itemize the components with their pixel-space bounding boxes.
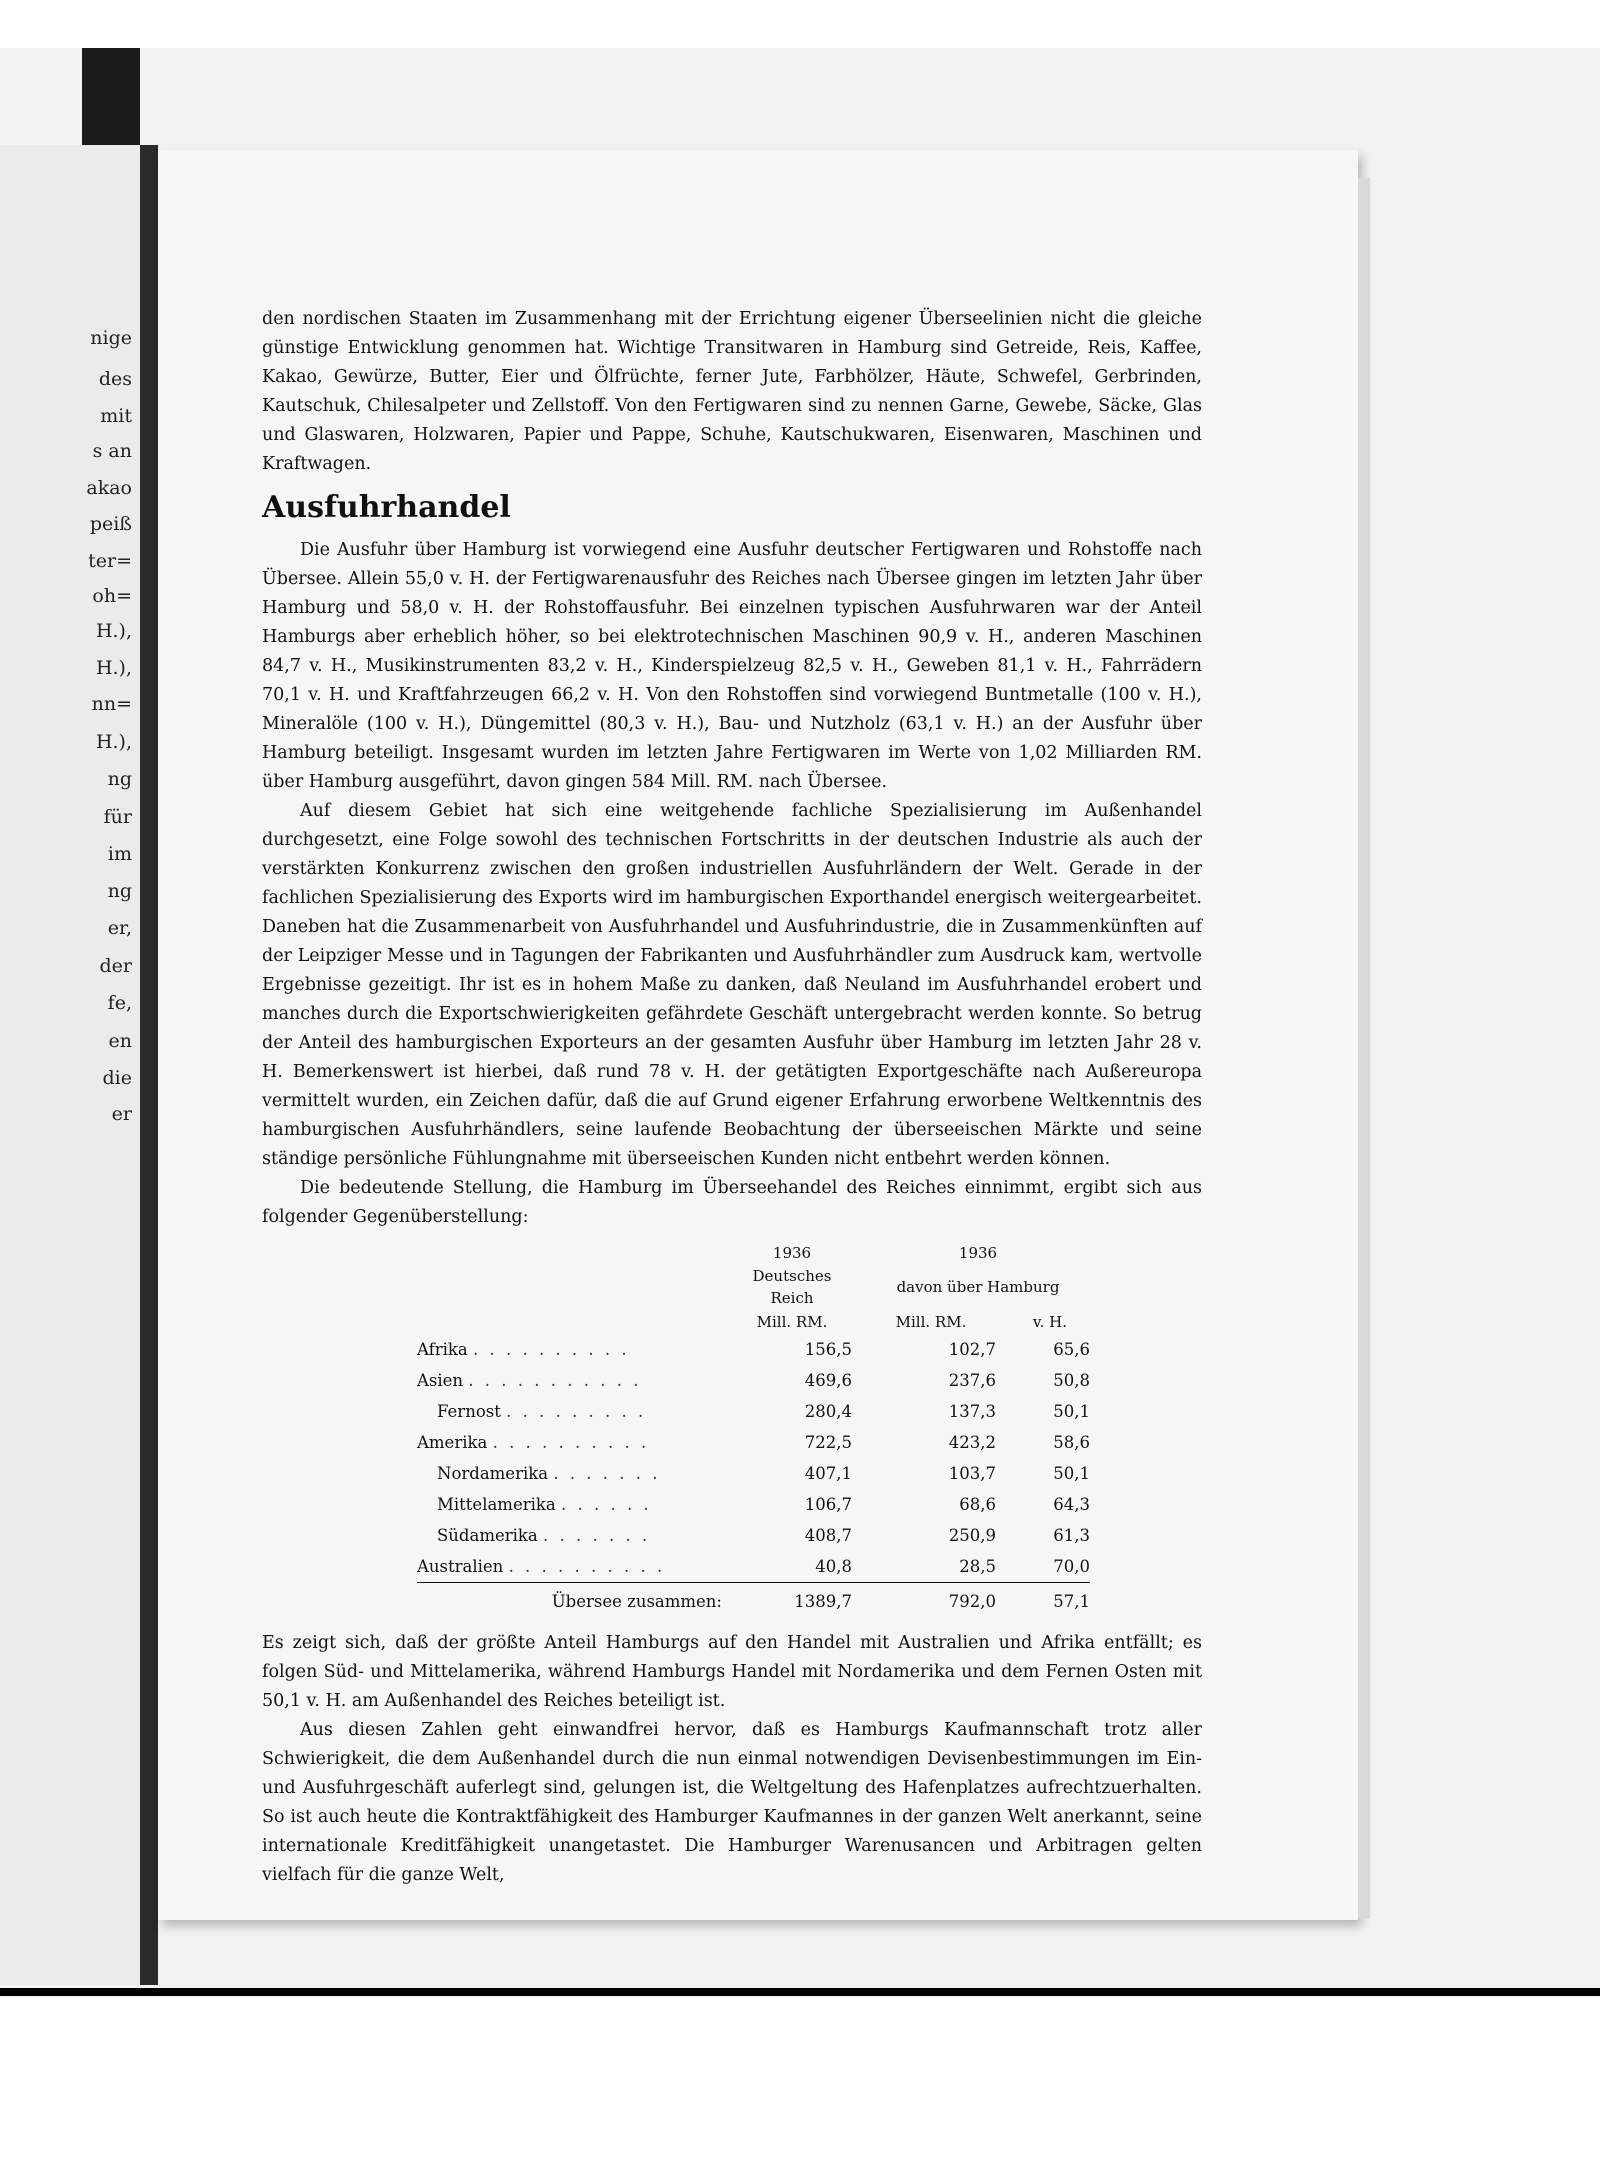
trade-table — [417, 1242, 1090, 1617]
table-row — [417, 1458, 1090, 1489]
table-cell: 68,6 — [959, 1495, 996, 1514]
header-column-title: Deutsches Reich — [752, 1267, 832, 1307]
row-label: Afrika — [417, 1340, 468, 1359]
table-row — [417, 1520, 1090, 1551]
paragraph: Die Ausfuhr über Hamburg ist vorwiegend eine Ausfuhr deutscher Fertigwaren und Rohstoffe nach Übersee. Allein 55,0 v. H. der Fertigwarenausfuhr des Reiches nach Übersee gingen im letzten Jahr über Hamburg und 58,0 v. H. der Rohstoffausfuhr. Bei einzelnen typischen Ausfuhrwaren war der Anteil Hamburgs aber erheblich höher, so bei elektrotechnischen Maschinen 90,9 v. H., anderen Maschinen 84,7 v. H., Musikinstrumenten 83,2 v. H., Kinderspielzeug 82,5 v. H., Geweben 81,1 v. H., Fahrrädern 70,1 v. H. und Kraftfahrzeugen 66,2 v. H. Von den Rohstoffen sind vorwiegend Buntmetalle (100 v. H.), Mineralöle (100 v. H.), Düngemittel (80,3 v. H.), Bau- und Nutzholz (63,1 v. H.) an der Ausfuhr über Hamburg beteiligt. Insgesamt wurden im letzten Jahre Fertigwaren im Werte von 1,02 Milliarden RM. über Hamburg ausgeführt, davon gingen 584 Mill. RM. nach Übersee. — [262, 540, 1202, 792]
total-value: 792,0 — [866, 1583, 1010, 1618]
table-cell: 61,3 — [1053, 1526, 1090, 1545]
table-row — [417, 1427, 1090, 1458]
table-total-row — [417, 1583, 1090, 1618]
table-cell: 65,6 — [1053, 1340, 1090, 1359]
trade-table-wrapper — [262, 1242, 1202, 1617]
left-text-fragment: ng — [107, 880, 132, 902]
left-text-fragment: en — [108, 1030, 132, 1052]
header-unit: Mill. RM. — [895, 1313, 967, 1331]
left-text-fragment: H.), — [95, 731, 132, 753]
paragraph: Die bedeutende Stellung, die Hamburg im Überseehandel des Reiches einnimmt, ergibt sich aus folgender Gegenüberstellung: — [262, 1178, 1202, 1227]
row-label: Südamerika — [437, 1526, 538, 1545]
table-row — [417, 1396, 1090, 1427]
left-text-fragment: ng — [107, 768, 132, 790]
row-label: Fernost — [437, 1402, 501, 1421]
leader-dots: . . . . . . . . . — [506, 1402, 647, 1421]
table-cell: 50,1 — [1053, 1464, 1090, 1483]
paragraph: Aus diesen Zahlen geht einwandfrei hervor, daß es Hamburgs Kaufmannschaft trotz aller Schwierigkeit, die dem Außenhandel durch die nun einmal notwendigen Devisenbestimmungen im Ein- und Ausfuhrgeschäft auferlegt sind, gelungen ist, die Weltgeltung des Hafenplatzes aufrechtzuerhalten. So ist auch heute die Kontraktfähigkeit des Hamburger Kaufmannes in der ganzen Welt anerkannt, seine internationale Kreditfähigkeit unangetastet. Die Hamburger Warenusancen und Arbitragen gelten vielfach für die ganze Welt, — [262, 1720, 1202, 1885]
left-text-fragment: fe, — [107, 992, 132, 1014]
left-text-fragment: er — [111, 1103, 132, 1125]
paragraph: Es zeigt sich, daß der größte Anteil Hamburgs auf den Handel mit Australien und Afrika entfällt; es folgen Süd- und Mittelamerika, während Hamburgs Handel mit Nordamerika und dem Fernen Osten mit 50,1 v. H. am Außenhandel des Reiches beteiligt ist. — [262, 1633, 1202, 1711]
table-cell: 64,3 — [1053, 1495, 1090, 1514]
section-heading: Ausfuhrhandel — [262, 490, 511, 525]
table-cell: 102,7 — [948, 1340, 996, 1359]
table-cell: 280,4 — [804, 1402, 852, 1421]
left-text-fragment: der — [99, 955, 132, 977]
table-cell: 137,3 — [948, 1402, 996, 1421]
header-year: 1936 — [772, 1244, 812, 1262]
leader-dots: . . . . . . . . . . — [472, 1340, 630, 1359]
table-cell: 407,1 — [804, 1464, 852, 1483]
table-cell: 50,1 — [1053, 1402, 1090, 1421]
page-content — [262, 305, 1202, 1890]
total-label: Übersee zusammen: — [417, 1583, 732, 1618]
leader-dots: . . . . . . . — [553, 1464, 661, 1483]
header-unit: Mill. RM. — [756, 1313, 828, 1331]
table-row — [417, 1489, 1090, 1520]
total-value: 57,1 — [1010, 1583, 1090, 1618]
left-text-fragment: für — [103, 806, 132, 828]
row-label: Nordamerika — [437, 1464, 549, 1483]
paragraph: Auf diesem Gebiet hat sich eine weitgehende fachliche Spezialisierung im Außenhandel durchgesetzt, eine Folge sowohl des technischen Fortschritts in der deutschen Industrie als auch der verstärkten Konkurrenz zwischen den großen industriellen Ausfuhrländern der Welt. Gerade in der fachlichen Spezialisierung des Exports wird im hamburgischen Exporthandel energisch weitergearbeitet. Daneben hat die Zusammenarbeit von Ausfuhrhandel und Ausfuhrindustrie, die in Zusammenkünften auf der Leipziger Messe und in Tagungen der Fabrikanten und Ausfuhrhändler zum Ausdruck kam, wertvolle Ergebnisse gezeitigt. Ihr ist es in hohem Maße zu danken, daß Neuland im Ausfuhrhandel erobert und manches durch die Exportschwierigkeiten gefährdete Geschäft untergebracht werden konnte. So betrug der Anteil des hamburgischen Exporteurs an der gesamten Ausfuhr über Hamburg im letzten Jahr 28 v. H. Bemerkenswert ist hierbei, daß rund 78 v. H. der getätigten Exportgeschäfte nach Außereuropa vermittelt wurden, ein Zeichen dafür, daß die auf Grund eigener Erfahrung erworbene Weltkenntnis des hamburgischen Ausfuhrhändlers, seine laufende Beobachtung der überseeischen Märkte und seine ständige persönliche Fühlungnahme mit überseeischen Kunden nicht entbehrt werden können. — [262, 801, 1202, 1169]
leader-dots: . . . . . . . — [543, 1526, 651, 1545]
left-text-fragment: peiß — [89, 513, 132, 535]
left-text-fragment: ter= — [88, 550, 132, 572]
table-cell: 408,7 — [804, 1526, 852, 1545]
total-value: 1389,7 — [732, 1583, 866, 1618]
table-cell: 423,2 — [948, 1433, 996, 1452]
left-text-fragment: im — [107, 843, 132, 865]
table-cell: 40,8 — [815, 1557, 852, 1576]
left-text-fragment: die — [102, 1067, 132, 1089]
table-row — [417, 1551, 1090, 1583]
header-year: 1936 — [958, 1244, 998, 1262]
left-text-fragment: oh= — [92, 585, 132, 607]
left-page — [0, 145, 140, 1985]
table-cell: 106,7 — [804, 1495, 852, 1514]
table-cell: 58,6 — [1053, 1433, 1090, 1452]
table-cell: 237,6 — [948, 1371, 996, 1390]
table-cell: 469,6 — [804, 1371, 852, 1390]
table-row — [417, 1365, 1090, 1396]
left-text-fragment: nn= — [91, 693, 132, 715]
left-text-fragment: H.), — [95, 657, 132, 679]
row-label: Mittelamerika — [437, 1495, 556, 1514]
leader-dots: . . . . . . . . . . — [508, 1557, 666, 1576]
leader-dots: . . . . . . — [560, 1495, 652, 1514]
left-text-fragment: H.), — [95, 620, 132, 642]
left-text-fragment: akao — [86, 477, 132, 499]
row-label: Amerika — [417, 1433, 488, 1452]
table-cell: 50,8 — [1053, 1371, 1090, 1390]
row-label: Asien — [417, 1371, 464, 1390]
left-text-fragment: nige — [90, 327, 132, 349]
leader-dots: . . . . . . . . . . . — [468, 1371, 642, 1390]
table-cell: 250,9 — [948, 1526, 996, 1545]
scan-bottom-bar — [0, 1988, 1600, 1996]
header-unit: v. H. — [1032, 1313, 1068, 1331]
leader-dots: . . . . . . . . . . — [492, 1433, 650, 1452]
left-text-fragment: mit — [100, 405, 132, 427]
row-label: Australien — [417, 1557, 504, 1576]
table-row — [417, 1334, 1090, 1365]
table-cell: 722,5 — [804, 1433, 852, 1452]
left-text-fragment: er, — [107, 917, 132, 939]
left-text-fragment: s an — [92, 440, 132, 462]
book-spine — [140, 145, 158, 1985]
paragraph: den nordischen Staaten im Zusammenhang mit der Errichtung eigener Überseelinien nicht die gleiche günstige Entwicklung genommen hat. Wichtige Transitwaren in Hamburg sind Getreide, Reis, Kaffee, Kakao, Gewürze, Butter, Eier und Ölfrüchte, ferner Jute, Farbhölzer, Häute, Schwefel, Gerbrinden, Kautschuk, Chilesalpeter und Zellstoff. Von den Fertigwaren sind zu nennen Garne, Gewebe, Säcke, Glas und Glaswaren, Holzwaren, Papier und Pappe, Schuhe, Kautschukwaren, Eisenwaren, Maschinen und Kraftwagen. — [262, 309, 1202, 474]
header-column-title: davon über Hamburg — [896, 1278, 1060, 1296]
table-cell: 103,7 — [948, 1464, 996, 1483]
table-body — [417, 1334, 1090, 1583]
table-cell: 28,5 — [959, 1557, 996, 1576]
left-text-fragment: des — [98, 368, 132, 390]
table-cell: 156,5 — [804, 1340, 852, 1359]
page-edge — [1358, 178, 1370, 1918]
table-cell: 70,0 — [1053, 1557, 1090, 1576]
